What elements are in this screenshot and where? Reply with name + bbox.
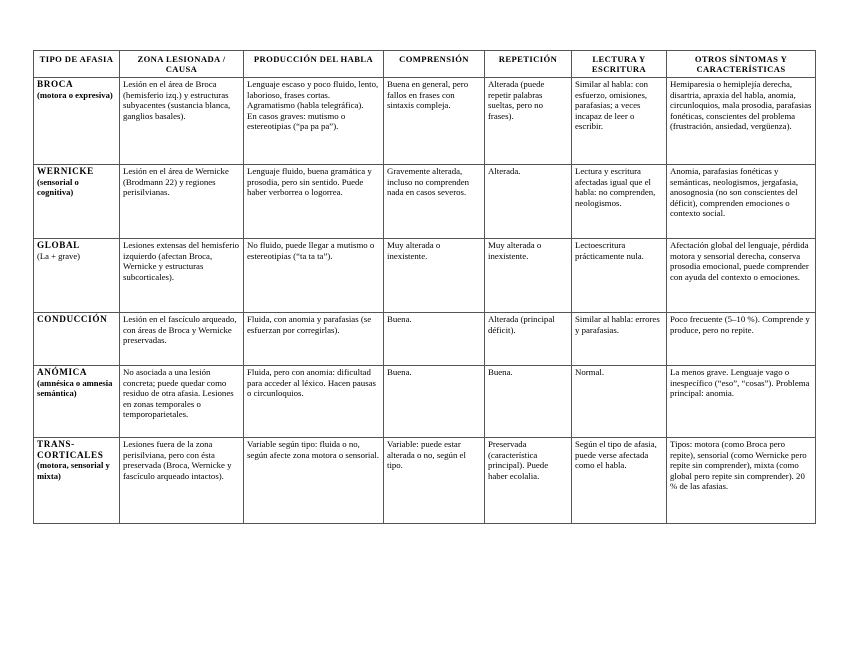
produccion-cell	[244, 313, 384, 366]
otros-cell: Anomia, parafasias fonéticas y semánticas, neologismos, jergafasia, anosognosia (no son conscientes del déficit), comprenden emociones o contexto social.	[667, 165, 816, 239]
zona-cell: Lesión en el área de Wernicke (Brodmann 22) y regiones perisilvianas.	[120, 165, 244, 239]
lectura-cell: Según el tipo de afasia, puede verse afectada como el habla.	[572, 438, 667, 524]
aphasia-type-subtitle: (motora o expresiva)	[37, 89, 113, 100]
table-row	[34, 438, 816, 524]
header-repeticion: REPETICIÓN	[485, 51, 572, 78]
repeticion-cell: Preservada (característica principal). Puede haber ecolalia.	[485, 438, 572, 524]
table-row	[34, 366, 816, 438]
repeticion-cell: Buena.	[485, 366, 572, 438]
produccion-cell	[244, 239, 384, 313]
repeticion-cell: Alterada (principal déficit).	[485, 313, 572, 366]
table-row	[34, 313, 816, 366]
aphasia-type-subtitle: (sensorial o cognitiva)	[37, 176, 79, 198]
table-row	[34, 165, 816, 239]
produccion-line: Lenguaje escaso y poco fluido, lento, laborioso, frases cortas.	[247, 79, 379, 100]
zona-cell: Lesión en el área de Broca (hemisferio izq.) y estructuras subyacentes (sustancia blanca, ganglios basales).	[120, 78, 244, 165]
produccion-cell	[244, 165, 384, 239]
lectura-cell: Similar al habla: con esfuerzo, omisiones, parafasias; a veces incapaz de leer o escribir.	[572, 78, 667, 165]
table-header-row	[34, 51, 816, 78]
produccion-cell	[244, 78, 384, 165]
header-zona: ZONA LESIONADA / CAUSA	[120, 51, 244, 78]
aphasia-comparison-table	[33, 50, 816, 524]
comprension-cell: Muy alterada o inexistente.	[384, 239, 485, 313]
aphasia-type-name: ANÓMICA	[37, 367, 88, 377]
header-lectura: LECTURA Y ESCRITURA	[572, 51, 667, 78]
otros-cell: Poco frecuente (5–10 %). Comprende y produce, pero no repite.	[667, 313, 816, 366]
header-tipo: TIPO DE AFASIA	[34, 51, 120, 78]
aphasia-type-cell	[34, 78, 120, 165]
comprension-cell: Variable: puede estar alterada o no, según el tipo.	[384, 438, 485, 524]
aphasia-type-name: BROCA	[37, 79, 74, 89]
zona-cell: Lesión en el fascículo arqueado, con áreas de Broca y Wernicke preservadas.	[120, 313, 244, 366]
lectura-cell: Lectura y escritura afectadas igual que el habla: no comprenden, neologismos.	[572, 165, 667, 239]
zona-cell: No asociada a una lesión concreta; puede quedar como residuo de otra afasia. Lesiones en zonas temporales o temporoparietales.	[120, 366, 244, 438]
header-produccion: PRODUCCIÓN DEL HABLA	[244, 51, 384, 78]
produccion-line: Lenguaje fluido, buena gramática y prosodia, pero sin sentido. Puede haber verborrea o logorrea.	[247, 166, 372, 198]
comprension-cell: Buena.	[384, 313, 485, 366]
aphasia-type-name: WERNICKE	[37, 166, 94, 176]
aphasia-type-cell	[34, 165, 120, 239]
aphasia-type-name: CONDUCCIÓN	[37, 314, 108, 324]
otros-cell: Afectación global del lenguaje, pérdida motora y sensorial derecha, conserva prosodia emocional, puede comprender con ayuda del contexto o emociones.	[667, 239, 816, 313]
produccion-line: En casos graves: mutismo o estereotipias (“pa pa pa”).	[247, 110, 346, 132]
aphasia-type-name: TRANS-CORTICALES	[37, 439, 104, 460]
aphasia-type-name: GLOBAL	[37, 240, 80, 250]
repeticion-cell: Alterada.	[485, 165, 572, 239]
aphasia-type-subtitle: (amnésica o amnesia semántica)	[37, 377, 113, 399]
comprension-cell: Buena en general, pero fallos en frases con sintaxis compleja.	[384, 78, 485, 165]
header-comprension: COMPRENSIÓN	[384, 51, 485, 78]
table-row	[34, 239, 816, 313]
produccion-line: Variable según tipo: fluida o no, según afecte zona motora o sensorial.	[247, 439, 379, 460]
lectura-cell: Similar al habla: errores y parafasias.	[572, 313, 667, 366]
produccion-line: Agramatismo (habla telegráfica).	[247, 100, 364, 111]
otros-cell: Hemiparesia o hemiplejía derecha, disartria, apraxia del habla, anomia, circunloquios, mala prosodia, parafasias fonéticas, conscientes del problema (frustración, ansiedad, vergüenza).	[667, 78, 816, 165]
produccion-cell	[244, 438, 384, 524]
produccion-cell	[244, 366, 384, 438]
zona-cell: Lesiones extensas del hemisferio izquierdo (afectan Broca, Wernicke y estructuras subcorticales).	[120, 239, 244, 313]
comprension-cell: Buena.	[384, 366, 485, 438]
header-otros: OTROS SÍNTOMAS Y CARACTERÍSTICAS	[667, 51, 816, 78]
lectura-cell: Lectoescritura prácticamente nula.	[572, 239, 667, 313]
repeticion-cell: Muy alterada o inexistente.	[485, 239, 572, 313]
otros-cell: La menos grave. Lenguaje vago o inespecífico (“eso”, “cosas”). Problema principal: anomia.	[667, 366, 816, 438]
repeticion-cell: Alterada (puede repetir palabras sueltas, pero no frases).	[485, 78, 572, 165]
table-row	[34, 78, 816, 165]
zona-cell: Lesiones fuera de la zona perisilviana, pero con ésta preservada (Broca, Wernicke y fascículo arqueado intactos).	[120, 438, 244, 524]
produccion-line: No fluido, puede llegar a mutismo o estereotipias (“ta ta ta”).	[247, 240, 375, 261]
aphasia-type-cell	[34, 366, 120, 438]
aphasia-type-cell	[34, 239, 120, 313]
aphasia-type-cell	[34, 438, 120, 524]
otros-cell: Tipos: motora (como Broca pero repite), sensorial (como Wernicke pero repite sin comprender), mixta (como global pero repite sin comprender). 20 % de las afasias.	[667, 438, 816, 524]
aphasia-type-cell	[34, 313, 120, 366]
aphasia-type-subtitle: (La + grave)	[37, 250, 81, 261]
comprension-cell: Gravemente alterada, incluso no comprenden nada en casos severos.	[384, 165, 485, 239]
produccion-line: Fluida, con anomia y parafasias (se esfuerzan por corregirlas).	[247, 314, 372, 335]
aphasia-type-subtitle: (motora, sensorial y mixta)	[37, 460, 110, 481]
produccion-line: Fluida, pero con anomia: dificultad para acceder al léxico. Hacen pausas o circunloquios.	[247, 367, 376, 399]
lectura-cell: Normal.	[572, 366, 667, 438]
